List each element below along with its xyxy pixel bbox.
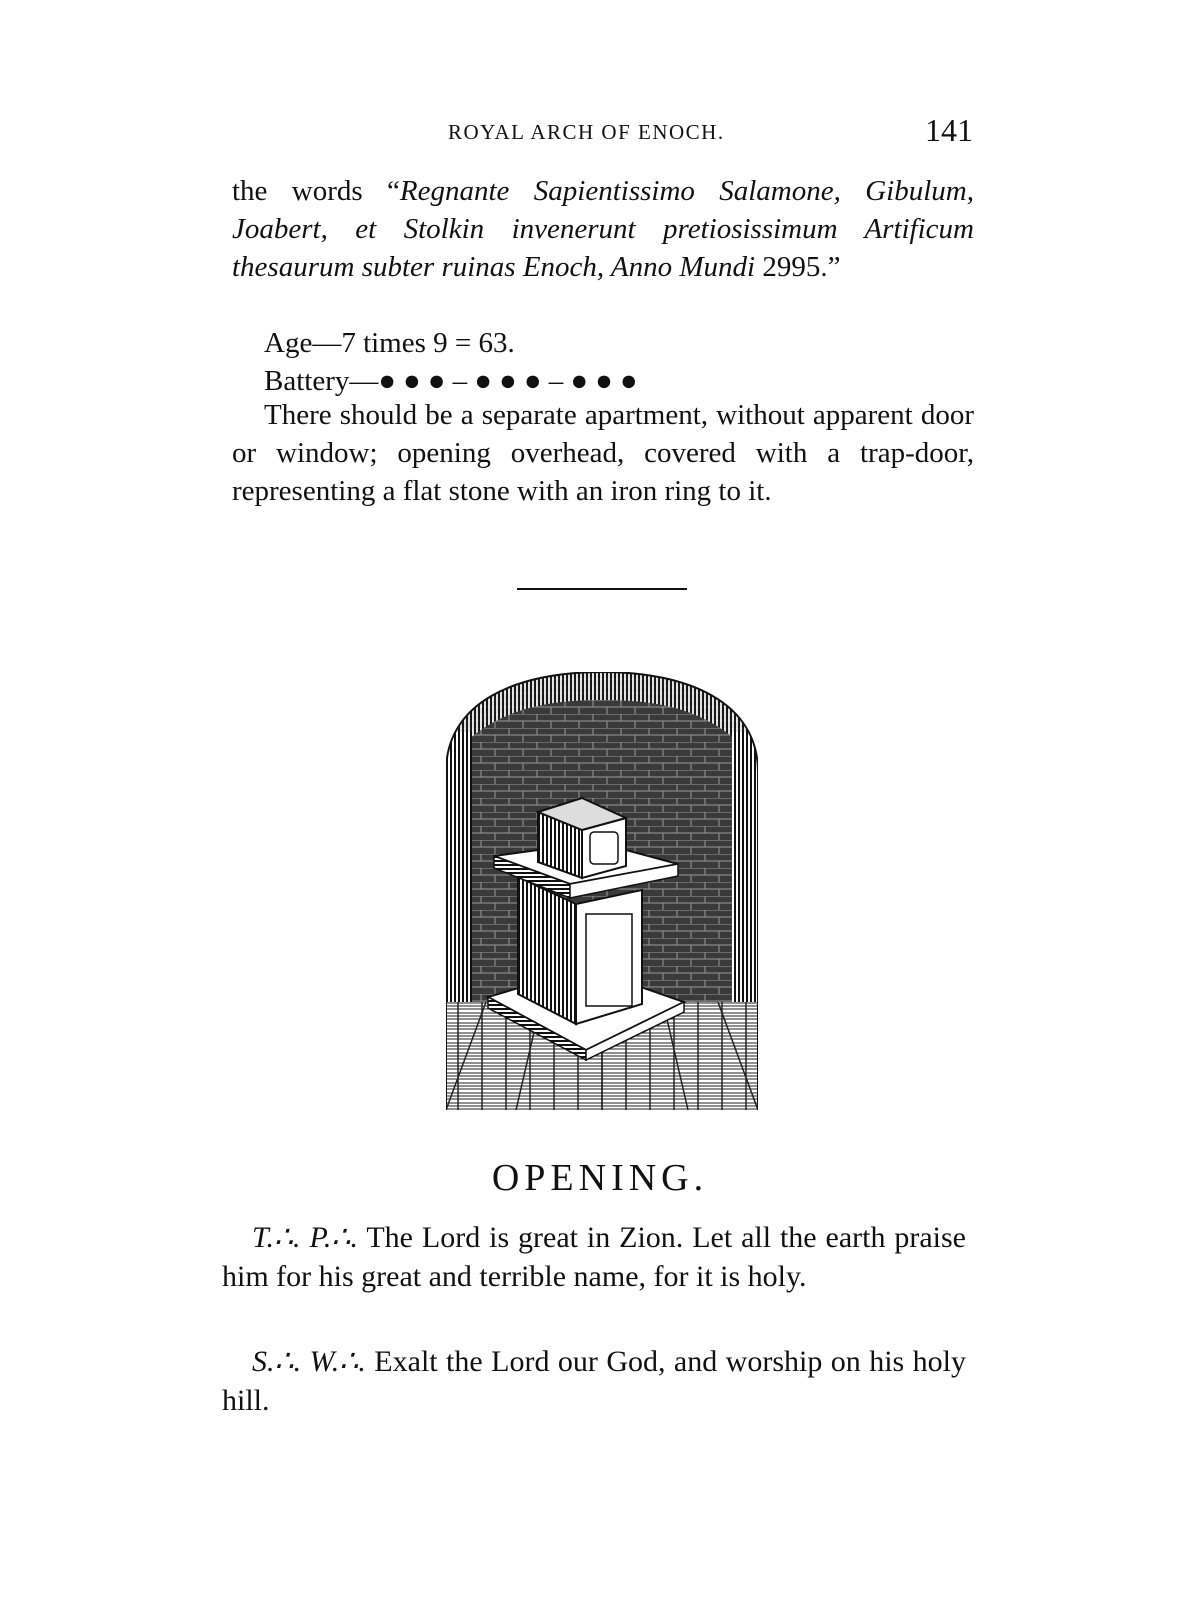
running-head	[0, 112, 1200, 152]
latin-inscription: Regnante Sapientissimo Salamone, Gibulum, Joabert, et Stolkin invenerunt pretiosissimum Artificum thesaurum subter ruinas Enoch, Anno Mundi	[232, 175, 974, 283]
battery-line	[232, 362, 974, 400]
dialogue-text: The Lord is great in Zion. Let all the earth praise him for his great and terrible name, for it is holy.	[222, 1221, 966, 1293]
section-title: OPENING.	[491, 1157, 709, 1199]
dialogue-line-2	[222, 1342, 966, 1420]
dialogue-text: Exalt the Lord our God, and worship on his holy hill.	[222, 1345, 966, 1417]
battery-text: Battery—● ● ● – ● ● ● – ● ● ●	[264, 365, 638, 397]
page-number: 141	[925, 112, 973, 148]
continuation-paragraph	[232, 172, 974, 286]
description-text: There should be a separate apartment, without apparent door or window; opening overhead, covered with a trap-door, representing a flat stone with an iron ring to it.	[232, 399, 974, 507]
continuation-suffix: 2995.”	[755, 251, 841, 283]
continuation-prefix: the words “	[232, 175, 400, 207]
age-line	[232, 324, 974, 362]
dialogue-line-1	[222, 1218, 966, 1296]
speaker-label: S.∴. W.∴.	[252, 1345, 366, 1378]
running-title: ROYAL ARCH OF ENOCH.	[448, 120, 725, 144]
section-divider-rule	[517, 588, 687, 590]
speaker-label: T.∴. P.∴.	[252, 1221, 358, 1254]
vault-altar-engraving-icon	[446, 672, 758, 1110]
description-paragraph	[232, 396, 974, 510]
age-text: Age—7 times 9 = 63.	[264, 327, 515, 359]
